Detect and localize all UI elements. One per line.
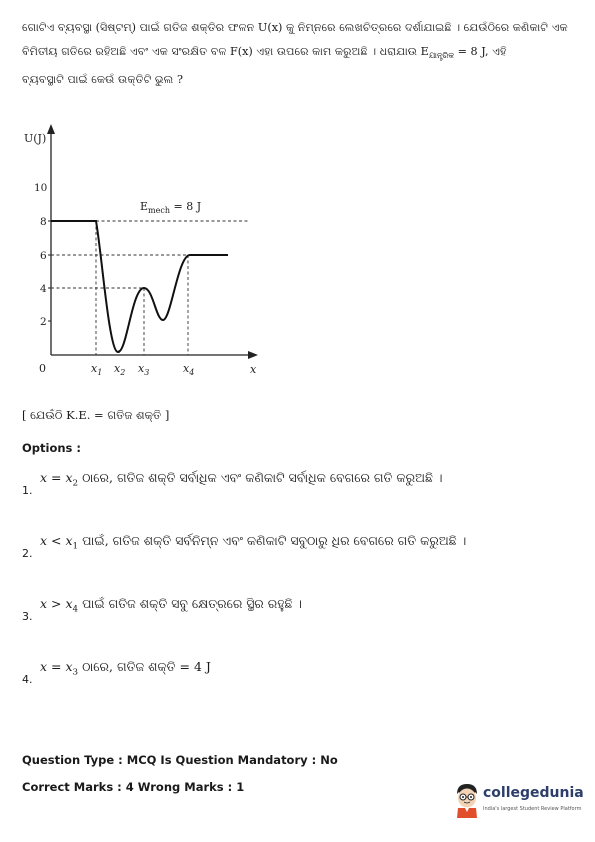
question-type-line: Question Type : MCQ Is Question Mandatory : No (22, 753, 338, 767)
x-axis-arrow (248, 351, 258, 359)
logo-name: collegedunia (483, 785, 584, 801)
emech-subscript: ଯାନ୍ତ୍ରିକ (428, 51, 455, 61)
x-tick-label: $x_4$ (183, 362, 195, 377)
option-number: 4. (22, 673, 33, 686)
options-label: Options : (22, 441, 81, 455)
marks-line: Correct Marks : 4 Wrong Marks : 1 (22, 780, 245, 794)
ke-note: [ ଯେଉଁଠି K.E. = ଗତିଜ ଶକ୍ତି ] (22, 408, 170, 422)
question-line-1: ଗୋଟିଏ ବ୍ୟବସ୍ଥା (ସିଷ୍ଟମ୍) ପାଇଁ ଗତିଜ ଶକ୍ତିର ଫଳନ U(x) କୁ ନିମ୍ନରେ ଲେଖଚିତ୍ରରେ ଦର୍ଶାଯାଇଛି । ଯେଉଁଠିରେ କଣିକାଟି ଏକ (22, 21, 568, 34)
y-tick-label: 4 (40, 283, 47, 295)
question-line-2-text: ବିମିତୀୟ ଗତିରେ ରହିଅଛି ଏବଂ ଏକ ସଂରକ୍ଷିତ ବଳ F(x) ଏହା ଉପରେ କାମ କରୁଅଛି । ଧରାଯାଉ E (22, 45, 429, 58)
y-tick-label: 8 (40, 216, 47, 228)
x-axis-label: x (250, 363, 257, 376)
question-line-2 (22, 40, 572, 68)
option-number: 3. (22, 610, 33, 623)
origin-label: 0 (39, 362, 46, 375)
x-tick-label: $x_3$ (138, 362, 150, 377)
emech-value: = 8 J, ଏହି (454, 45, 507, 58)
potential-energy-graph (18, 120, 268, 390)
x-tick-label: $x_1$ (91, 362, 103, 377)
question-text (22, 16, 572, 92)
option-number: 1. (22, 484, 33, 497)
option-text: $x = x_3$ ଠାରେ, ଗତିଜ ଶକ୍ତି = 4 J (40, 659, 211, 678)
logo-tagline: India's largest Student Review Platform (483, 806, 582, 812)
collegedunia-logo[interactable] (453, 782, 588, 822)
y-axis-arrow (47, 124, 55, 134)
question-line-3: ବ୍ୟବସ୍ଥାଟି ପାଇଁ କେଉଁ ଉକ୍ତିଟି ଭୁଲ ? (22, 73, 183, 87)
potential-curve (51, 221, 228, 352)
option-text: $x < x_1$ ପାଇଁ, ଗତିଜ ଶକ୍ତି ସର୍ବନିମ୍ନ ଏବଂ କଣିକାଟି ସବୁଠାରୁ ଧିର ବେଗରେ ଗତି କରୁଅଛି । (40, 533, 467, 552)
option-number: 2. (22, 547, 33, 560)
y-tick-label: 10 (34, 182, 48, 194)
y-tick-label: 6 (40, 250, 47, 262)
x-tick-label: $x_2$ (114, 362, 126, 377)
student-mascot-icon (453, 782, 481, 818)
y-tick-label: 2 (40, 316, 47, 328)
emech-annotation: $E_{mech} = 8$ J (140, 200, 202, 215)
option-text: $x = x_2$ ଠାରେ, ଗତିଜ ଶକ୍ତି ସର୍ବାଧିକ ଏବଂ କଣିକାଟି ସର୍ବାଧିକ ବେଗରେ ଗତି କରୁଅଛି । (40, 470, 443, 489)
y-axis-label: U(J) (24, 132, 47, 145)
option-text: $x > x_4$ ପାଇଁ ଗତିଜ ଶକ୍ତି ସବୁ କ୍ଷେତ୍ରରେ ସ୍ଥିର ରହୁଛି । (40, 596, 303, 615)
